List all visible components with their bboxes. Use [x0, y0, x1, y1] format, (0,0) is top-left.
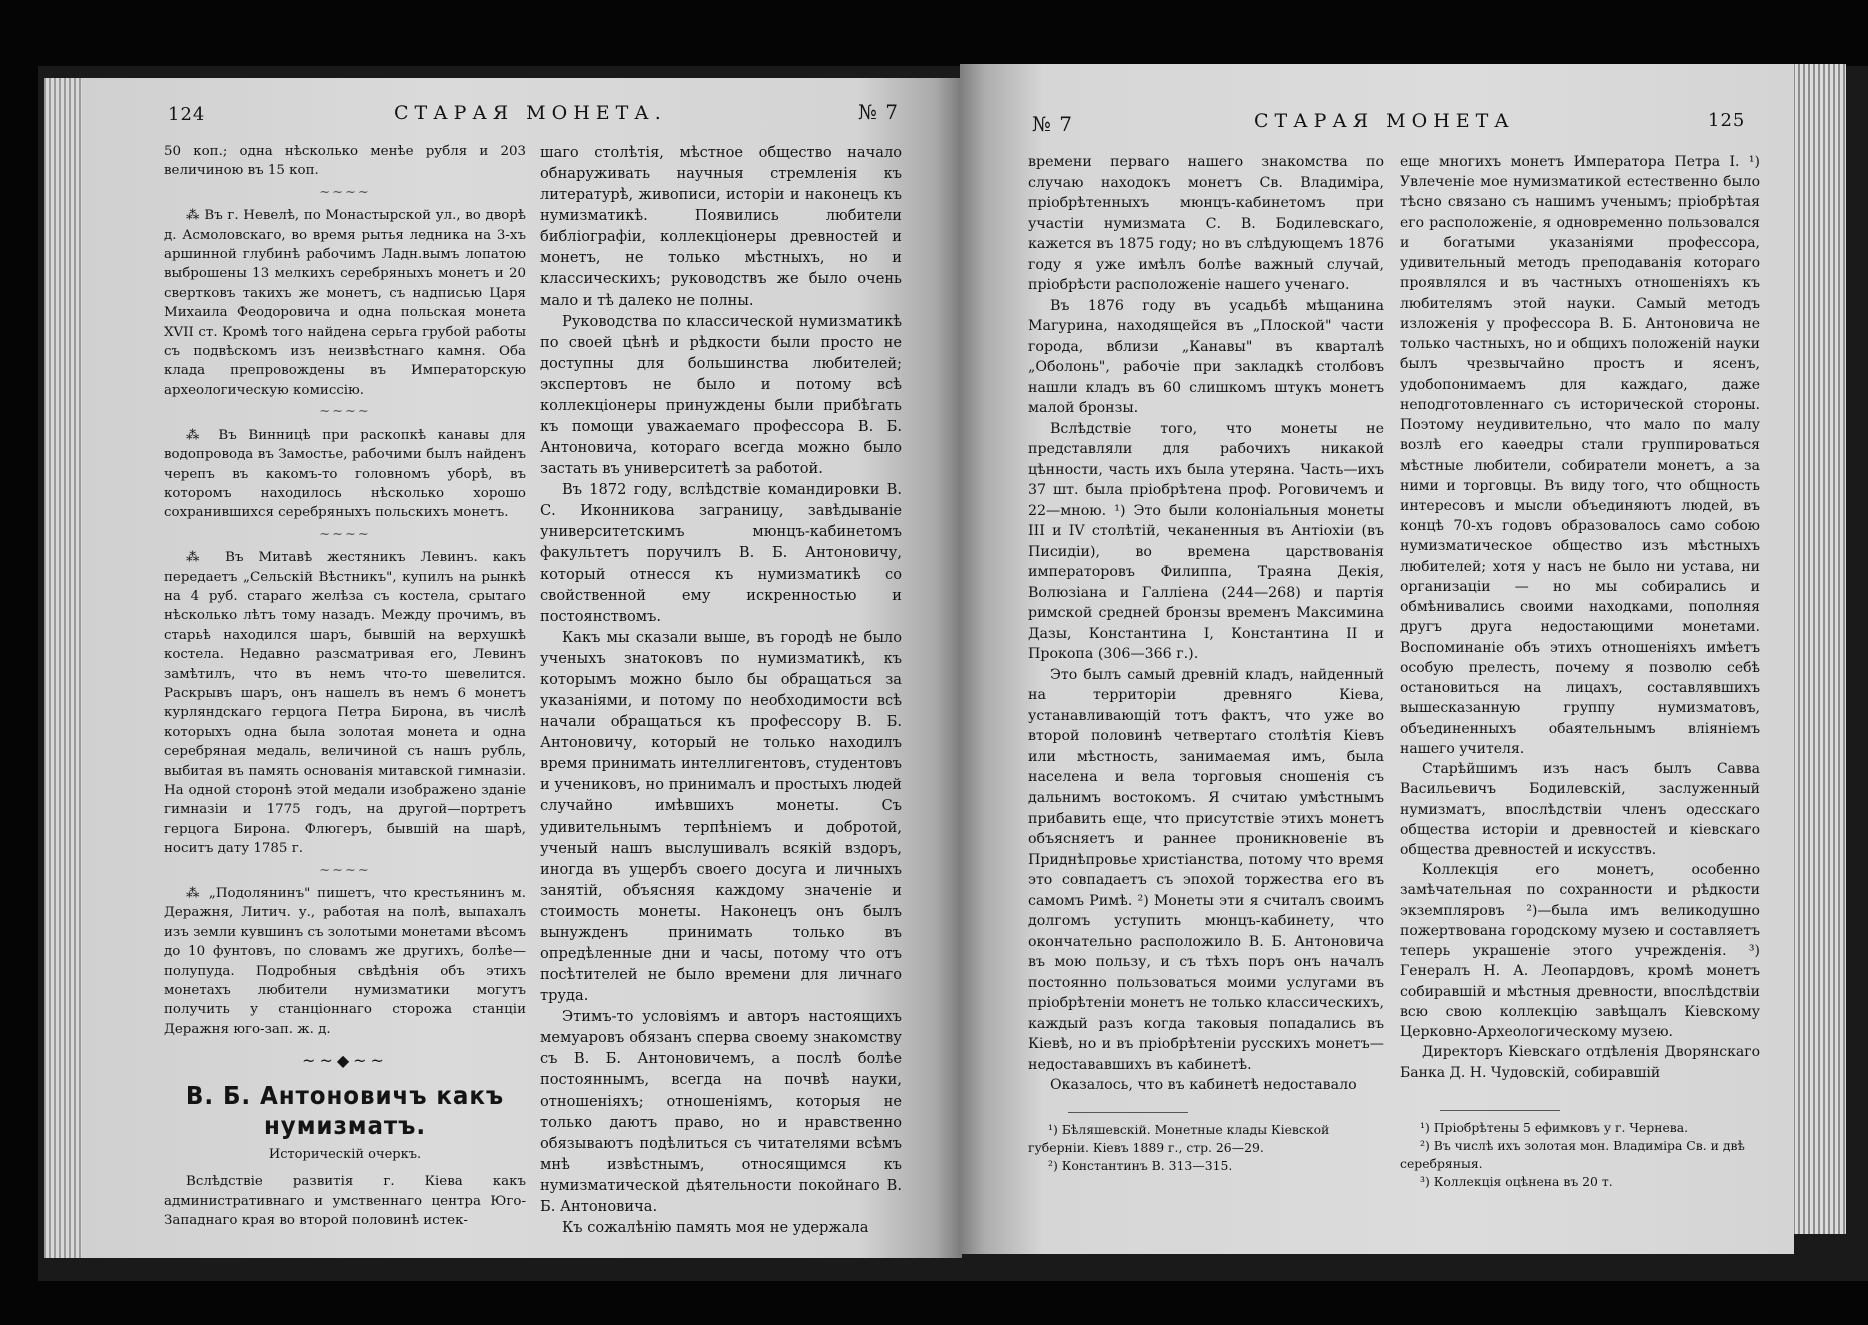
- paragraph: Какъ мы сказали выше, въ городѣ не было ученыхъ знатоковъ по нумизматикѣ, къ которымъ можно было бы обращаться за указаніями, и потому по необходимости всѣ начали обращаться къ профессору В. Б. Антоновичу, который не только находилъ время принимать интеллигентовъ, студентовъ и учениковъ, но принималъ и простыхъ людей случайно имѣвшихъ монеты. Съ удивительнымъ терпѣніемъ и добротой, ученый нашъ выслушивалъ всякій вздоръ, иногда въ ущербъ своего досуга и личныхъ занятій, объясняя каждому значеніе и стоимость монеты. Наконецъ онъ былъ вынужденъ принимать только въ опредѣленные дни и часы, потому что отъ посѣтителей не было времени для личнаго труда.: [540, 628, 902, 1005]
- separator: ~~~~: [319, 184, 371, 200]
- paragraph: времени перваго нашего знакомства по случаю находокъ монетъ Св. Владиміра, пріобрѣтенныхъ мюнцъ-кабинетомъ при участіи нумизмата С. В. Бодилевскаго, кажется въ 1875 году; но въ слѣдующемъ 1876 году я уже имѣлъ болѣе важный случай, пріобрѣсти расположеніе нашего ученаго.: [1028, 154, 1384, 294]
- right-footnotes-2: [1400, 1110, 1760, 1191]
- page-edges-right: [1790, 64, 1846, 1234]
- paragraph: еще многихъ монетъ Императора Петра I. ¹) Увлеченіе мое нумизматикой естественно было тѣсно связано съ нашимъ ученымъ; пріобрѣтая его расположеніе, я одновременно пользовался и богатыми указаніями профессора, удивительный методъ преподаванія котораго проявлялся и въ частныхъ отношеніяхъ къ любителямъ этой науки. Самый методъ изложенія у профессора В. Б. Антоновича не только частныхъ, но и общихъ положеній науки былъ чрезвычайно простъ и ясенъ, удобопонимаемъ для каждаго, даже неподготовленнаго съ исторической стороны. Поэтому неудивительно, что мало по малу возлѣ его каѳедры стали группироваться мѣстные любители, собиратели монетъ, а за ними и торговцы. Въ виду того, что общность интересовъ и мысли объединяютъ людей, въ концѣ 70-хъ годовъ образовалось само собою нумизматическое общество изъ мѣстныхъ любителей; хотя у насъ не было ни устава, ни организаціи — но мы собирались и обмѣнивались своими находками, пополняя другъ друга недостающими монетами. Воспоминаніе объ этихъ отношеніяхъ имѣетъ особую прелесть, почему я позволю себѣ остановиться на лицахъ, составлявшихъ вышесказанную группу нумизматовъ, объединенныхъ обаятельнымъ вліяніемъ нашего учителя.: [1400, 154, 1760, 757]
- footnote: ¹) Пріобрѣтены 5 ефимковъ у г. Чернева.: [1420, 1120, 1689, 1135]
- paragraph: Этимъ-то условіямъ и авторъ настоящихъ мемуаровъ обязанъ сперва своему знакомству съ В. Б. Антоновичемъ, а послѣ болѣе постояннымъ, всегда на почвѣ науки, отношеніяхъ; отношеніямъ, которыя не только даютъ право, но и нравственно обязываютъ подѣлиться съ читателями всѣмъ мнѣ извѣстнымъ, относящимся къ нумизматической дѣятельности покойнаго В. Б. Антоновича.: [540, 1008, 902, 1215]
- separator: ~~~~: [319, 526, 371, 542]
- paragraph: ⁂ Въ г. Невелѣ, по Монастырской ул., во дворѣ д. Асмоловскаго, во время рытья ледника на 3-хъ аршинной глубинѣ рабочимъ Ладн.вымъ лопатою выброшены 13 мелкихъ серебряныхъ монетъ и 20 свертковъ такихъ же монетъ, съ надписью Царя Михаила Феодоровича и одна польская монета XVII ст. Кромѣ того найдена серьга грубой работы съ подвѣскомъ изъ неизвѣстнаго камня. Оба клада препровождены въ Императорскую археологическую комиссію.: [164, 208, 526, 398]
- paragraph: Руководства по классической нумизматикѣ по своей цѣнѣ и рѣдкости были просто не доступны для большинства любителей; экспертовъ не было и потому всѣ коллекціонеры принуждены были прибѣгать къ помощи уважаемаго профессора В. Б. Антоновича, котораго всегда можно было застать въ университетѣ за работой.: [540, 312, 902, 478]
- paragraph: Оказалось, что въ кабинетѣ недоставало: [1050, 1077, 1357, 1094]
- paragraph: Коллекція его монетъ, особенно замѣчательная по сохранности и рѣдкости экземпляровъ ²)—была имъ великодушно пожертвована городскому музею и составляетъ теперь украшеніе этого учрежденія. ³) Генералъ Н. А. Леопардовъ, кромѣ монетъ собиравшій и мѣстныя древности, впослѣдствіи всю свою коллекцію завѣщалъ Кіевскому Церковно-Археологическому музею.: [1400, 862, 1760, 1041]
- right-footnotes-1: [1028, 1112, 1384, 1175]
- paragraph: ⁂ Въ Винницѣ при раскопкѣ канавы для водопровода въ Замостье, рабочими былъ найденъ черепъ въ какомъ-то головномъ уборѣ, въ которомъ находилось нѣсколько хорошо сохранившихся серебряныхъ польскихъ монетъ.: [164, 427, 526, 521]
- paragraph: ⁂ Въ Митавѣ жестяникъ Левинъ. какъ передаетъ „Сельскій Вѣстникъ", купилъ на рынкѣ на 4 руб. стараго желѣза съ костела, срытаго нѣсколько лѣтъ тому назадъ. Между прочимъ, въ старьѣ находился шаръ, бывшій на верхушкѣ костела. Недавно разсматривая его, Левинъ замѣтилъ, что въ немъ что-то шевелится. Раскрывъ шаръ, онъ нашелъ въ немъ 6 монетъ курляндскаго герцога Петра Бирона, въ числѣ которыхъ одна была золотая монета и одна серебряная медаль, величиной съ нашъ рубль, выбитая въ память основанія митавской гимназіи. На одной сторонѣ этой медали изображено зданіе гимназіи и 1775 годъ, на другой—портретъ герцога Бирона. Флюгеръ, бывшій на шарѣ, носитъ дату 1785 г.: [164, 550, 526, 857]
- right-page-number: 125: [1708, 110, 1746, 131]
- right-column-2: [1400, 152, 1760, 1083]
- left-column-1: [164, 142, 526, 1230]
- footnote: ²) Константинъ В. 313—315.: [1048, 1158, 1233, 1173]
- left-column-2: [540, 142, 902, 1238]
- article-title: В. Б. Антоновичъ какъ нумизматъ.: [185, 1080, 505, 1140]
- ornament-divider: ~~◆~~: [302, 1051, 388, 1071]
- paragraph: 50 коп.; одна нѣсколько менѣе рубля и 203 величиною въ 15 коп.: [164, 144, 526, 179]
- footnote-rule: [1068, 1112, 1188, 1113]
- paragraph: Вслѣдствіе того, что монеты не представляли для рабочихъ никакой цѣнности, часть ихъ была утеряна. Часть—ихъ 37 шт. была пріобрѣтена проф. Роговичемъ и 22—мною. ¹) Это были колоніальныя монеты III и IV столѣтій, чеканенныя въ Антіохіи (въ Писидіи), во времена царствованія императоровъ Филиппа, Траяна Декія, Волюзіана и Галліена (244—268) и партія римской средней бронзы временъ Максимина Дазы, Константина I, Константина II и Прокопа (306—366 г.).: [1028, 420, 1384, 663]
- footnote: ¹) Бѣляшевскій. Монетные клады Кіевской губерніи. Кіевъ 1889 г., стр. 26—29.: [1028, 1122, 1330, 1155]
- right-page: [960, 64, 1794, 1254]
- paragraph: Директоръ Кіевскаго отдѣленія Дворянскаго Банка Д. Н. Чудовскій, собиравшій: [1400, 1044, 1760, 1081]
- right-issue-number: № 7: [1032, 112, 1074, 136]
- paragraph: Къ сожалѣнію память моя не удержала: [562, 1218, 869, 1236]
- right-column-1: [1028, 152, 1384, 1096]
- left-running-title: СТАРАЯ МОНЕТА.: [394, 102, 667, 124]
- left-issue-number: № 7: [858, 100, 900, 124]
- article-subtitle: Историческій очеркъ.: [268, 1146, 422, 1162]
- paragraph: Это былъ самый древній кладъ, найденный на территоріи древняго Кіева, устанавливающій тотъ фактъ, что уже во второй половинѣ четвертаго столѣтія Кіевъ или мѣстность, занимаемая имъ, была населена и вела торговыя сношенія съ дальнимъ востокомъ. Я считаю умѣстнымъ прибавить еще, что присутствіе этихъ монетъ объясняетъ и раннее проникновеніе въ Приднѣпровье христіанства, потому что время это совпадаетъ съ эпохой торжества его въ самомъ Римѣ. ²) Монеты эти я считалъ своимъ долгомъ уступить мюнцъ-кабинету, что окончательно расположило В. Б. Антоновича въ мою пользу, и съ тѣхъ поръ онъ началъ постоянно пользоваться моими услугами въ пріобрѣтеніи монетъ не только классическихъ, каждый разъ когда таковыя попадались въ Кіевѣ, но и въ пріобрѣтеніи русскихъ монетъ—недостававшихъ въ кабинетѣ.: [1028, 666, 1384, 1073]
- footnote: ³) Коллекція оцѣнена въ 20 т.: [1420, 1174, 1613, 1189]
- paragraph: Старѣйшимъ изъ насъ былъ Савва Васильевичъ Бодилевскій, заслуженный нумизматъ, впослѣдствіи членъ одесскаго общества исторіи и древностей и кіевскаго общества древностей и искусствъ.: [1400, 761, 1760, 858]
- footnote-rule: [1440, 1110, 1560, 1111]
- paragraph: Вслѣдствіе развитія г. Кіева какъ административнаго и умственнаго центра Юго-Западнаго края во второй половинѣ истек-: [164, 1174, 526, 1228]
- paragraph: шаго столѣтія, мѣстное общество начало обнаруживать научныя стремленія къ литературѣ, живописи, исторіи и наконецъ къ нумизматикѣ. Появились любители библіографіи, коллекціонеры древностей и монетъ, не только мѣстныхъ, но и классическихъ; руководствъ же было очень мало и тѣ далеко не полны.: [540, 144, 902, 309]
- right-running-title: СТАРАЯ МОНЕТА: [1254, 110, 1515, 132]
- footnote: ²) Въ числѣ ихъ золотая мон. Владиміра Св. и двѣ серебряныя.: [1400, 1138, 1745, 1171]
- paragraph: Въ 1876 году въ усадьбѣ мѣщанина Магурина, находящейся въ „Плоской" части города, вблизи „Канавы" въ кварталѣ „Оболонь", рабочіе при закладкѣ столбовъ нашли кладъ въ 60 слишкомъ штукъ монетъ малой бронзы.: [1028, 297, 1384, 417]
- left-page-number: 124: [168, 104, 206, 125]
- paragraph: ⁂ „Подолянинъ" пишетъ, что крестьянинъ м. Деражня, Литич. у., работая на полѣ, выпахалъ изъ земли кувшинъ съ золотыми монетами вѣсомъ до 10 фунтовъ, по словамъ же другихъ, болѣе—полупуда. Подробныя свѣдѣнія объ этихъ монетахъ любители нумизматики могутъ получить у станціоннаго сторожа станціи Деражня юго-зап. ж. д.: [164, 886, 526, 1037]
- left-page: [82, 78, 962, 1258]
- separator: ~~~~: [319, 404, 371, 420]
- paragraph: Въ 1872 году, вслѣдствіе командировки В. С. Иконникова заграницу, завѣдываніе университетскимъ мюнцъ-кабинетомъ факультетъ поручилъ В. Б. Антоновичу, который отнесся къ нумизматикѣ со свойственной ему искренностью и постоянствомъ.: [540, 481, 902, 625]
- page-edges-left: [44, 78, 84, 1258]
- separator: ~~~~: [319, 862, 371, 878]
